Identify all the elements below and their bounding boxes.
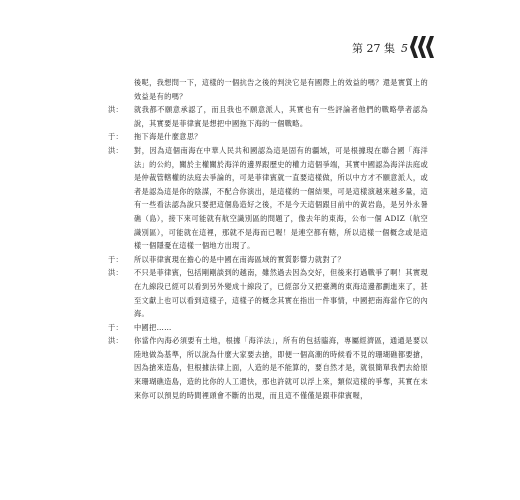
speaker-label: 于： xyxy=(108,254,124,264)
paragraph xyxy=(108,334,428,402)
paragraph-text: 就我都不願意承認了，而且我也不願意派人，其實也有一些評論者他們的戰略學者認為說，其實要是菲律賓是想把中國拖下海的一個戰略。 xyxy=(134,105,428,128)
paragraph xyxy=(108,103,428,130)
paragraph xyxy=(108,321,428,335)
speaker-label: 洪： xyxy=(108,145,124,155)
paragraph xyxy=(108,266,428,320)
paragraph-text: 你當作內海必須要有土地，根據「海洋法」，所有的包括臨海，專屬經濟區，通通是要以陸地做為基準，所以說為什麼大家要去搶，即便一個高潮的時候看不見的珊瑚礁都要搶，因為搶來造島，但根據法律上面，人造的是不能算的，要自然才是，就很簡單我們去給原來珊瑚礁造島，造的比你的人工還快，那也許就可以浮上來，類似這樣的爭奪，其實在未來你可以預見的時間裡頭會不斷的出現，而且這不僅僅是跟菲律賓喔， xyxy=(134,336,428,400)
paragraph-text-highlighted: 中國把…… xyxy=(134,322,172,332)
paragraph xyxy=(108,130,428,144)
paragraph-text: 不只是菲律賓，包括剛剛談到的越南，雖然過去因為交好，但後來打過戰爭了啊！其實現在九線段已經可以看到另外變成十線段了，已經部分又把臺灣的東海這邊都劃進來了，甚至文獻上也可以看到這樣子，這樣子的概念其實在指出一件事情，中國把南海當作它的內海。 xyxy=(134,268,428,319)
paragraph-text-highlighted: 所以菲律賓現在擔心的是中國在南海區域的實質影響力就對了？ xyxy=(134,254,346,264)
speaker-label: 于： xyxy=(108,132,124,142)
transcript-body xyxy=(108,76,428,402)
paragraph xyxy=(108,144,428,253)
speaker-label: 于： xyxy=(108,322,124,332)
paragraph-text: 對，因為這個南海在中華人民共和國認為這是固有的疆域，可是根據現在聯合國「海洋法」的公約，關於主權關於海洋的邊界跟歷史的權力這個爭端，其實中國認為海洋法庭或是仲裁管轄權的法庭去爭論的，可是菲律賓就一直要這樣做，所以中方才不願意派人，或者是認為這是你的陰謀，不配合你演出，是這樣的一個結果，可是這樣演越來越多量，這有一些看法認為說只要把這個島造好之後，不是今天這個跟目前中的黃岩島，是另外永暑礁（島），接下來可能就有航空識別區的問題了，像去年的東海，公布一個 ADIZ（航空識別區），可能就在這裡，那就不是海而已喔！是連空都有轄，所以這樣一個概念或是這樣一個隱憂在這樣一個地方出現了。 xyxy=(134,145,428,251)
speaker-label: 洪： xyxy=(108,105,124,115)
paragraph xyxy=(108,253,428,267)
chapter-label: 第 27 集 xyxy=(352,42,395,55)
paragraph-text-highlighted: 拖下海是什麼意思？ xyxy=(134,132,202,142)
speaker-label xyxy=(108,76,134,103)
chevron-decoration-icon xyxy=(408,34,448,60)
page-number: 5 xyxy=(401,42,408,55)
speaker-label: 洪： xyxy=(108,268,124,278)
speaker-label: 洪： xyxy=(108,336,124,346)
paragraph-text-highlighted: 後呢，我想問一下，這樣的一個抗告之後的判決它是有國際上的效益的嗎？還是實質上的效益是有的嗎？ xyxy=(134,78,428,101)
page-header xyxy=(352,40,408,56)
paragraph xyxy=(108,76,428,103)
